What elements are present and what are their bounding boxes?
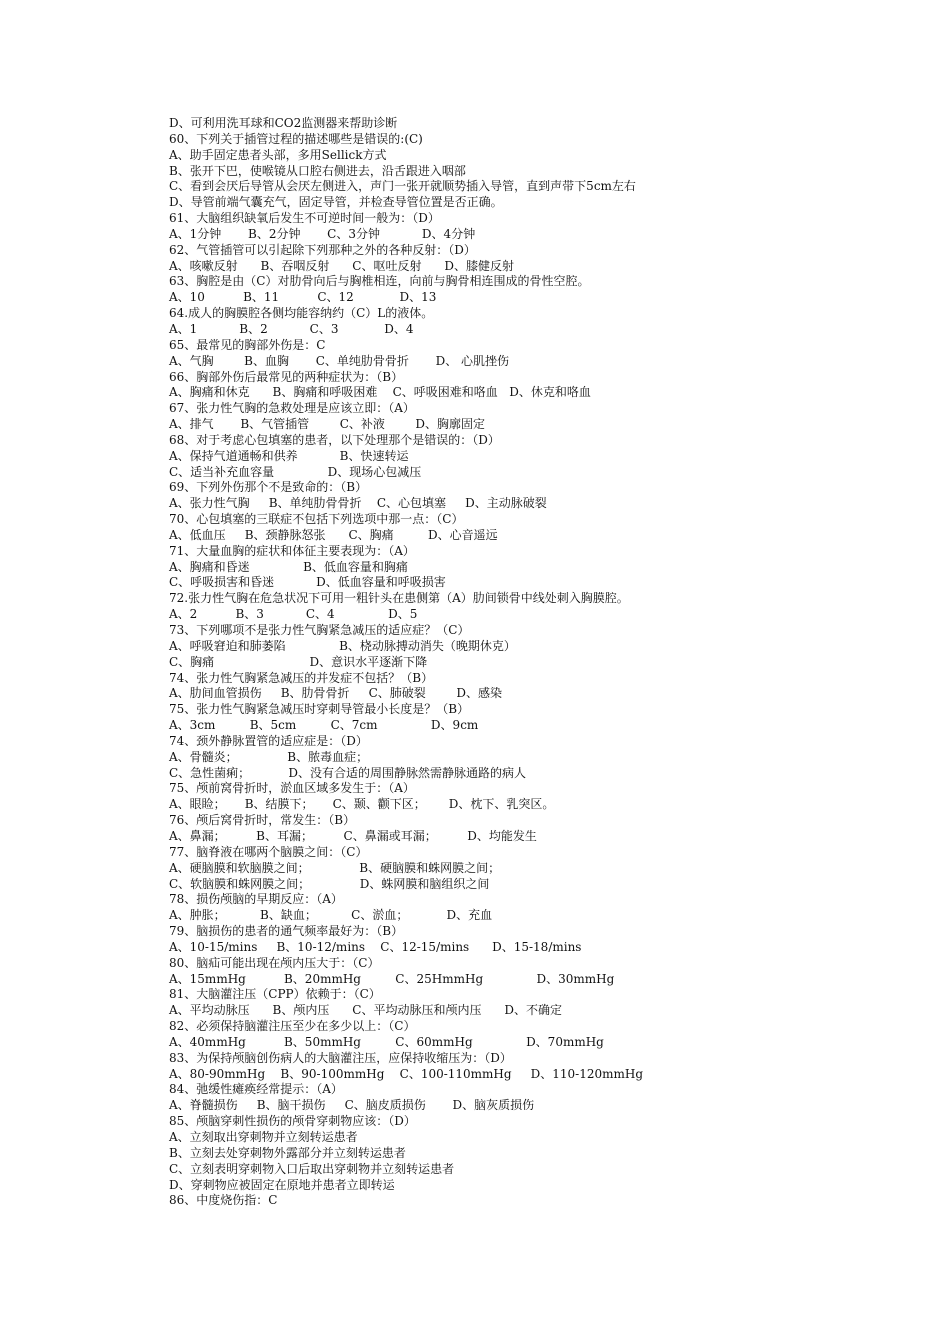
text-line: 70、心包填塞的三联症不包括下列选项中那一点：（C） <box>169 512 464 527</box>
text-line: A、15mmHg B、20mmHg C、25HmmHg D、30mmHg <box>169 971 615 986</box>
text-line: A、气胸 B、血胸 C、单纯肋骨骨折 D、 心肌挫伤 <box>169 353 510 368</box>
text-line: C、看到会厌后导管从会厌左侧进入，声门一张开就顺势插入导管，直到声带下5cm左右 <box>169 179 636 194</box>
text-line: C、立刻表明穿刺物入口后取出穿刺物并立刻转运患者 <box>169 1161 455 1176</box>
text-line: C、适当补充血容量 D、现场心包减压 <box>169 464 422 479</box>
text-line: 62、气管插管可以引起除下列那种之外的各种反射：（D） <box>169 242 476 257</box>
text-line: 73、下列哪项不是张力性气胸紧急减压的适应症？（C） <box>169 623 470 637</box>
text-line: A、2 B、3 C、4 D、5 <box>169 607 418 622</box>
text-line: C、呼吸损害和昏迷 D、低血容量和呼吸损害 <box>169 575 446 590</box>
text-line: 74、张力性气胸紧急减压的并发症不包括？（B） <box>169 670 434 685</box>
text-line: A、助手固定患者头部，多用Sellick方式 <box>169 147 387 162</box>
text-line: A、10-15/mins B、10-12/mins C、12-15/mins D、15-18/mins <box>169 939 582 954</box>
document-page <box>169 116 929 1209</box>
text-line: A、10 B、11 C、12 D、13 <box>169 290 437 305</box>
text-line: 80、脑疝可能出现在颅内压大于：（C） <box>169 955 380 970</box>
text-line: 83、为保持颅脑创伤病人的大脑灌注压，应保持收缩压为：（D） <box>169 1050 512 1065</box>
text-line: 85、颅脑穿刺性损伤的颅骨穿刺物应该：（D） <box>169 1114 416 1129</box>
text-line: C、胸痛 D、意识水平逐渐下降 <box>169 654 428 669</box>
text-line: A、低血压 B、颈静脉怒张 C、胸痛 D、心音遥远 <box>169 527 498 542</box>
text-line: A、硬脑膜和软脑膜之间； B、硬脑膜和蛛网膜之间； <box>169 860 501 875</box>
text-line: A、1 B、2 C、3 D、4 <box>169 321 414 336</box>
text-line: 74、颈外静脉置管的适应症是：（D） <box>169 733 368 748</box>
text-line: 81、大脑灌注压（CPP）依赖于：（C） <box>169 987 381 1002</box>
text-line: A、保持气道通畅和供养 B、快速转运 <box>169 448 409 463</box>
text-line: A、脊髓损伤 B、脑干损伤 C、脑皮质损伤 D、脑灰质损伤 <box>169 1098 535 1113</box>
text-line: 82、必须保持脑灌注压至少在多少以上：（C） <box>169 1019 416 1034</box>
text-line: 67、张力性气胸的急救处理是应该立即：（A） <box>169 401 415 416</box>
text-line: A、80-90mmHg B、90-100mmHg C、100-110mmHg D、110-120mmHg <box>169 1066 644 1081</box>
text-line: 76、颅后窝骨折时，常发生：（B） <box>169 813 356 828</box>
text-line: 66、胸部外伤后最常见的两种症状为：（B） <box>169 369 404 384</box>
text-line: 61、大脑组织缺氧后发生不可逆时间一般为：（D） <box>169 211 440 226</box>
text-line: A、张力性气胸 B、单纯肋骨骨折 C、心包填塞 D、主动脉破裂 <box>169 496 547 511</box>
text-line: C、软脑膜和蛛网膜之间； D、蛛网膜和脑组织之间 <box>169 876 490 891</box>
text-line: 86、中度烧伤指：C <box>169 1193 278 1208</box>
text-line: 69、下列外伤那个不是致命的：（B） <box>169 480 368 495</box>
text-line: A、肋间血管损伤 B、肋骨骨折 C、肺破裂 D、感染 <box>169 686 502 701</box>
text-line: 79、脑损伤的患者的通气频率最好为：（B） <box>169 924 404 939</box>
text-line: B、立刻去处穿刺物外露部分并立刻转运患者 <box>169 1145 406 1160</box>
text-line: 78、损伤颅脑的早期反应：（A） <box>169 892 343 907</box>
text-line: 71、大量血胸的症状和体征主要表现为：（A） <box>169 543 415 558</box>
text-line: D、可利用洗耳球和CO2监测器来帮助诊断 <box>169 116 398 130</box>
text-line: A、1分钟 B、2分钟 C、3分钟 D、4分钟 <box>169 226 476 241</box>
text-line: A、平均动脉压 B、颅内压 C、平均动脉压和颅内压 D、不确定 <box>169 1003 562 1018</box>
text-line: A、3cm B、5cm C、7cm D、9cm <box>169 718 479 733</box>
text-line: A、鼻漏； B、耳漏； C、鼻漏或耳漏； D、均能发生 <box>169 828 537 843</box>
text-line: A、咳嗽反射 B、吞咽反射 C、呕吐反射 D、膝健反射 <box>169 258 514 273</box>
text-line: A、胸痛和昏迷 B、低血容量和胸痛 <box>169 559 408 574</box>
text-line: 64.成人的胸膜腔各侧均能容纳约（C）L的液体。 <box>169 306 434 321</box>
text-line: 75、颅前窝骨折时，淤血区域多发生于：（A） <box>169 781 415 796</box>
text-line: D、导管前端气囊充气，固定导管，并检查导管位置是否正确。 <box>169 195 503 210</box>
text-line: 60、下列关于插管过程的描述哪些是错误的:(C) <box>169 131 423 146</box>
text-line: A、呼吸窘迫和肺萎陷 B、桡动脉搏动消失（晚期休克） <box>169 638 516 653</box>
text-line: 77、脑脊液在哪两个脑膜之间：（C） <box>169 844 368 859</box>
text-line: 65、最常见的胸部外伤是：C <box>169 337 326 352</box>
text-line: B、张开下巴，使喉镜从口腔右侧进去，沿舌跟进入咽部 <box>169 163 466 178</box>
text-line: 63、胸腔是由（C）对肋骨向后与胸椎相连，向前与胸骨相连围成的骨性空腔。 <box>169 274 590 289</box>
text-line: A、40mmHg B、50mmHg C、60mmHg D、70mmHg <box>169 1034 604 1049</box>
text-line: A、排气 B、气管插管 C、补液 D、胸廓固定 <box>169 417 486 432</box>
text-line: A、胸痛和休克 B、胸痛和呼吸困难 C、呼吸困难和咯血 D、休克和咯血 <box>169 385 591 400</box>
text-line: D、穿刺物应被固定在原地并患者立即转运 <box>169 1177 395 1192</box>
text-line: C、急性菌痢； D、没有合适的周围静脉然需静脉通路的病人 <box>169 765 526 780</box>
text-line: A、立刻取出穿刺物并立刻转运患者 <box>169 1130 358 1144</box>
text-line: A、肿胀； B、缺血； C、淤血； D、充血 <box>169 908 493 923</box>
text-line: 72.张力性气胸在危急状况下可用一粗针头在患侧第（A）肋间锁骨中线处刺入胸膜腔。 <box>169 591 629 606</box>
text-line: 75、张力性气胸紧急减压时穿刺导管最小长度是？（B） <box>169 702 470 717</box>
text-line: 84、弛缓性瘫痪经常提示：（A） <box>169 1082 343 1097</box>
text-line: 68、对于考虑心包填塞的患者，以下处理那个是错误的：（D） <box>169 432 500 447</box>
text-line: A、骨髓炎； B、脓毒血症； <box>169 749 369 764</box>
text-line: A、眼睑； B、结膜下； C、颞、颧下区； D、枕下、乳突区。 <box>169 797 555 812</box>
